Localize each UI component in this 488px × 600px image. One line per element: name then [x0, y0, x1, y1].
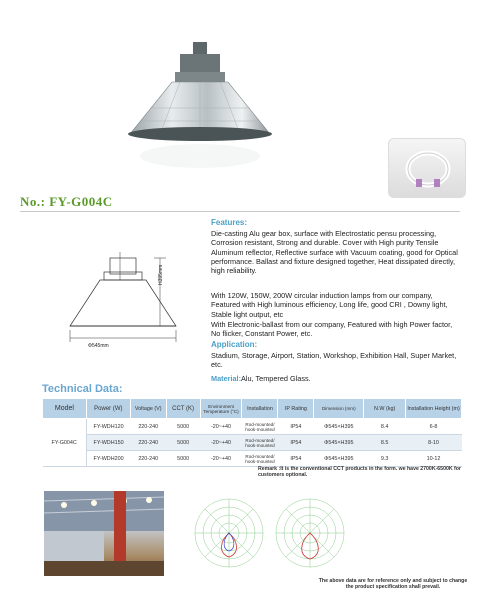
header-model: Model [43, 399, 87, 419]
dimension-height-label: H395mm [158, 264, 164, 285]
remark-text: Remark :It is the conventional CCT products in the form. we have 2700K-6500K for customers optional. [258, 466, 461, 479]
cell-installation: Rod-mounted/ hook-mounted [242, 435, 278, 451]
cell-power: FY-WDH150 [86, 435, 130, 451]
cell-power: FY-WDH120 [86, 419, 130, 435]
cell-weight: 8.4 [364, 419, 406, 435]
features-paragraph-3: With Electronic-ballast from our company, Featured with high Power factor, No flicker, Constant Power, etc. [211, 320, 453, 339]
cell-voltage: 220-240 [130, 419, 166, 435]
cell-installation: Rod-mounted/ hook-mounted [242, 451, 278, 467]
header-weight: N.W (kg) [364, 399, 406, 419]
cell-height: 8-10 [406, 435, 462, 451]
cell-installation: Rod-mounted/ hook-mounted [242, 419, 278, 435]
cell-weight: 9.3 [364, 451, 406, 467]
cell-weight: 8.5 [364, 435, 406, 451]
cell-power: FY-WDH200 [86, 451, 130, 467]
cell-dimension: Φ545×H395 [314, 419, 364, 435]
header-ip-rating: IP Rating [278, 399, 314, 419]
table-row [43, 419, 462, 435]
light-distribution-diagram-2 [271, 493, 349, 577]
cell-dimension: Φ545×H395 [314, 451, 364, 467]
cell-ip: IP54 [278, 419, 314, 435]
spec-table [42, 398, 462, 467]
header-temperature: Environment Temperature (°C) [200, 399, 242, 419]
cell-temperature: -20~+40 [200, 435, 242, 451]
table-row [43, 435, 462, 451]
technical-data-heading: Technical Data: [42, 383, 123, 395]
cell-cct: 5000 [166, 419, 200, 435]
header-cct: CCT (K) [166, 399, 200, 419]
cell-temperature: -20~+40 [200, 419, 242, 435]
header-installation: Installation [242, 399, 278, 419]
application-text: Stadium, Storage, Airport, Station, Workshop, Exhibition Hall, Super Market, etc. [211, 351, 457, 370]
header-dimension: Dimension (mm) [314, 399, 364, 419]
application-heading: Application: [211, 340, 258, 349]
features-paragraph-2: With 120W, 150W, 200W circular induction lamps from our company, Featured with High luminous efficiency, Long life, good CRI , Downy light, Stable light output, etc [211, 291, 448, 319]
cell-dimension: Φ545×H395 [314, 435, 364, 451]
cell-ip: IP54 [278, 451, 314, 467]
cell-voltage: 220-240 [130, 451, 166, 467]
cell-temperature: -20~+40 [200, 451, 242, 467]
induction-lamp-image [388, 138, 466, 198]
cell-height: 6-8 [406, 419, 462, 435]
model-title: No.: FY-G004C [20, 194, 113, 209]
title-divider [20, 211, 460, 212]
header-install-height: Installation Height (m) [406, 399, 462, 419]
reference-note: The above data are for reference only and subject to change the product specification shall prevail. [318, 578, 468, 591]
dimension-width-label: Φ545mm [88, 343, 109, 349]
features-heading: Features: [211, 218, 248, 227]
table-row [43, 451, 462, 467]
features-paragraph-1: Die-casting Alu gear box, surface with Electrostatic pensu processing, Corrosion resistant, Strong and durable. Cover with High purity Tensile Aluminum reflector, Reflective surface with Vacuum coating, good for Optical performance. Ballast and fixture designed together, Heat dissipated directly, high reliability. [211, 229, 458, 276]
material-label: Material: [211, 374, 242, 383]
light-distribution-diagram-1 [190, 493, 268, 577]
cell-cct: 5000 [166, 451, 200, 467]
model-cell: FY-G004C [43, 419, 87, 467]
cell-cct: 5000 [166, 435, 200, 451]
dimension-drawing [60, 252, 190, 362]
material-value: Alu, Tempered Glass. [241, 374, 311, 383]
high-bay-lamp-image [120, 38, 280, 188]
warehouse-photo [44, 491, 164, 576]
table-header-row [43, 399, 462, 419]
header-power: Power (W) [86, 399, 130, 419]
cell-height: 10-12 [406, 451, 462, 467]
material-line [211, 374, 311, 383]
cell-ip: IP54 [278, 435, 314, 451]
header-voltage: Voltage (V) [130, 399, 166, 419]
cell-voltage: 220-240 [130, 435, 166, 451]
